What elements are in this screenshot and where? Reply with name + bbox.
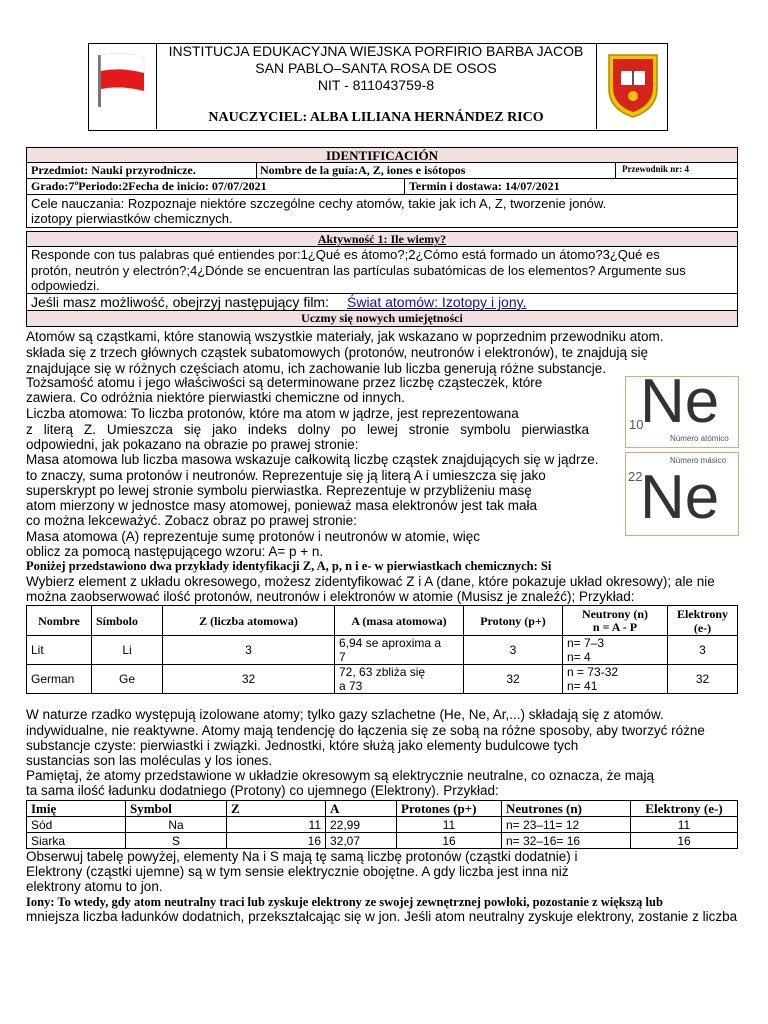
learn-title: Uczmy się nowych umiejętności [26,310,738,327]
ne-mass-label: Número másico [670,456,727,465]
guide-name-cell: Nombre de la guía:A, Z, iones e isótopos [256,162,616,179]
col-header: Elektrony (e-) [631,801,738,817]
flag-cell [88,43,157,129]
film-prefix: Jeśli masz możliwość, obejrzyj następujący film: [31,294,329,310]
ne-atomic-label: Número atómico [670,434,729,443]
table-row [27,817,738,833]
text-line: W naturze rzadko występują izolowane atomy; tylko gazy szlachetne (He, Ne, Ar,...) składają się z atomów. [26,707,664,722]
table-row [27,636,738,665]
text-line: ta sama ilość ładunku dodatniego (Protony) co ujemnego (Elektrony). Przykład: [26,783,499,798]
learn-text-line: superskrypt po lewej stronie symbolu pierwiastka. Reprezentuje w przybliżeniu masę [26,483,532,498]
col-header: Protony (p+) [464,606,563,636]
col-header: Elektrony (e-) [668,606,738,636]
learn-text-line: co można lekceważyć. Zobacz obraz po prawej stronie: [26,513,357,528]
grade-cell: Grado:7ºPeriodo:2Fecha de inicio: 07/07/2021 [26,178,405,195]
activity-line3: odpowiedzi. [31,278,100,293]
col-header-neutrons [563,606,668,636]
learn-text-line: Wybierz element z układu okresowego, możesz zidentyfikować Z i A (dane, które pokazuje układ okresowy); ale nie [26,574,715,589]
activity-line2: protón, neutrón y electrón?;4¿Dónde se encuentran las partículas subatómicas de los elementos? Argumente sus [31,263,686,278]
institution-line1: INSTITUCJA EDUKACYJNA WIEJSKA PORFIRIO BARBA JACOB [168,43,584,59]
ne-atomic-number-image [625,367,739,448]
cell-n-line2: n= 41 [567,679,598,693]
cell-name: German [27,665,92,694]
col-header: Símbolo [92,606,163,636]
col-header: Z (liczba atomowa) [163,606,335,636]
poland-flag-icon [92,49,152,109]
cell-n: n= 23–11= 12 [502,817,631,833]
activity-line1: Responde con tus palabras qué entiendes por:1¿Qué es átomo?;2¿Cómo está formado un átomo?3¿Qué es [31,247,660,262]
identification-title: IDENTIFICACIÓN [26,147,738,163]
table-row [27,833,738,849]
table-elements-1 [26,605,738,694]
learn-text-line: to znaczy, suma protonów i neutronów. Reprezentuje się ją literą A i umieszcza się jako [26,468,546,483]
learn-text-line: Atomów są cząstkami, które stanowią wszystkie materiały, jak wskazano w poprzednim przewodniku atom. [26,329,664,344]
cell-z: 32 [163,665,335,694]
examples-heading: Poniżej przedstawiono dwa przykłady identyfikacji Z, A, p, n i e- w pierwiastkach chemicznych: Si [26,559,552,573]
table-row [27,665,738,694]
cell-a [335,636,464,665]
text-line: Pamiętaj, że atomy przedstawione w układzie okresowym są elektrycznie neutralne, co oznacza, że mają [26,768,655,783]
cell-e: 16 [631,833,738,849]
cell-symbol: S [126,833,227,849]
cell-a-line1: 72, 63 zbliża się [339,665,426,679]
teacher-name: NAUCZYCIEL: ALBA LILIANA HERNÁNDEZ RICO [208,110,544,125]
cell-n-line2: n= 4 [567,650,591,664]
text-line: elektrony atomu to jon. [26,879,163,894]
table-header-row [27,801,738,817]
table-elements-2 [26,800,738,849]
learn-text-line: z literą Z. Umieszcza się jako indeks dolny po lewej stronie symbolu pierwiastka [26,422,589,437]
cell-e: 11 [631,817,738,833]
cell-n [563,665,668,694]
cell-symbol: Na [126,817,227,833]
cell-name: Lit [27,636,92,665]
cell-name: Siarka [27,833,126,849]
goals-line2: izotopy pierwiastków chemicznych. [31,211,233,226]
school-crest-icon [601,49,665,121]
text-line: substancje czyste: pierwiastki i związki. Jednostki, które służą jako elementy budulcowe tych [26,738,579,753]
film-link[interactable]: Świat atomów: Izotopy i jony. [347,294,527,310]
cell-p: 3 [464,636,563,665]
cell-p: 16 [397,833,502,849]
cell-p: 32 [464,665,563,694]
cell-symbol: Li [92,636,163,665]
institution-nit: NIT - 811043759-8 [317,77,435,93]
col-header: Protones (p+) [397,801,502,817]
col-header: Symbol [126,801,227,817]
cell-z: 16 [227,833,326,849]
learn-text-line: atom mierzony w jednostce masy atomowej, ponieważ masa elektronów jest tak mała [26,498,537,513]
cell-z: 3 [163,636,335,665]
cell-a: 32,07 [326,833,397,849]
cell-z: 11 [227,817,326,833]
learn-text-line: znajdujące się w różnych częściach atomu, ich zachowanie lub liczba generują różne substancje. [26,361,607,376]
goals-line1: Cele nauczania: Rozpoznaje niektóre szczególne cechy atomów, takie jak ich A, Z, tworzenie jonów. [31,196,607,211]
subject-cell: Przedmiot: Nauki przyrodnicze. [26,162,257,179]
cell-symbol: Ge [92,665,163,694]
learn-text-line: Liczba atomowa: To liczba protonów, które ma atom w jądrze, jest reprezentowana [26,406,519,421]
text-line: mniejsza liczba ładunków dodatnich, przekształcając się w jon. Jeśli atom neutralny zyskuje elektrony, zostanie z liczba [26,909,738,924]
learn-text-line: Masa atomowa lub liczba masowa wskazuje całkowitą liczbę cząstek znajdujących się w jądrze. [26,452,599,467]
cell-a: 22,99 [326,817,397,833]
ions-heading: Iony: To wtedy, gdy atom neutralny traci lub zyskuje elektrony ze swojej zewnętrznej powłoki, pozostanie z większą lub [26,895,663,909]
learn-text-line: można zaobserwować ilość protonów, neutronów i elektronów w atomie (Musisz je znaleźć); Przykład: [26,589,635,604]
cell-n-line1: n= 7–3 [567,636,605,650]
goals-cell [26,194,738,228]
col-header: Imię [27,801,126,817]
learn-text-line: zawiera. Co odróżnia niektóre pierwiastki chemiczne od innych. [26,390,405,405]
col-header: Z [227,801,326,817]
ne-mass-number: 22 [628,469,643,484]
col-header: n = A - P [592,619,638,634]
learn-text-line: Tożsamość atomu i jego właściwości są determinowane przez liczbę cząsteczek, które [26,375,543,390]
ne-atomic-number: 10 [629,417,644,432]
text-line: Elektrony (cząstki ujemne) są w tym sensie elektrycznie obojętne. A gdy liczba jest inna niż [26,864,569,879]
col-header: A [326,801,397,817]
cell-a-line2: 7 [339,650,346,664]
cell-n: n= 32–16= 16 [502,833,631,849]
text-line: sustancias son las moléculas y los iones. [26,753,273,768]
ne-symbol: Ne [640,463,720,532]
learn-text-line: Masa atomowa (A) reprezentuje sumę protonów i neutronów w atomie, więc [26,529,480,544]
col-header: Nombre [27,606,92,636]
activity-title: Aktywność 1: Ile wiemy? [26,231,738,247]
text-line: Obserwuj tabelę powyżej, elementy Na i S mają tę samą liczbę protonów (cząstki dodatnie) i [26,849,578,864]
text-line: indywidualne, nie reaktywne. Atomy mają tendencję do łączenia się ze sobą na różne sposoby, aby tworzyć różne [26,723,705,738]
cell-n [563,636,668,665]
cell-n-line1: n = 73-32 [567,665,619,679]
cell-a [335,665,464,694]
institution-line2: SAN PABLO–SANTA ROSA DE OSOS [255,60,497,76]
cell-e: 3 [668,636,738,665]
film-row [26,293,738,311]
cell-a-line2: a 73 [339,679,363,693]
ne-symbol: Ne [640,367,720,436]
cell-name: Sód [27,817,126,833]
learn-text-line: odpowiedni, jak pokazano na obrazie po prawej stronie: [26,437,359,452]
col-header: Neutrony (n) [581,606,649,621]
learn-text-line: składa się z trzech głównych cząstek subatomowych (protonów, neutronów i elektronów), te znajdują się [26,345,649,360]
cell-a-line1: 6,94 se aproxima a [339,636,442,650]
deadline-cell: Termin i dostawa: 14/07/2021 [404,178,738,195]
ne-mass-number-image [625,452,739,536]
table-header-row [27,606,738,636]
cell-e: 32 [668,665,738,694]
guide-number-cell: Przewodnik nr: 4 [615,162,738,179]
col-header: Neutrones (n) [502,801,631,817]
activity-questions [26,246,738,294]
crest-cell [596,43,667,129]
col-header: A (masa atomowa) [335,606,464,636]
learn-text-line: oblicz za pomocą następującego wzoru: A= p + n. [26,544,324,559]
cell-p: 11 [397,817,502,833]
